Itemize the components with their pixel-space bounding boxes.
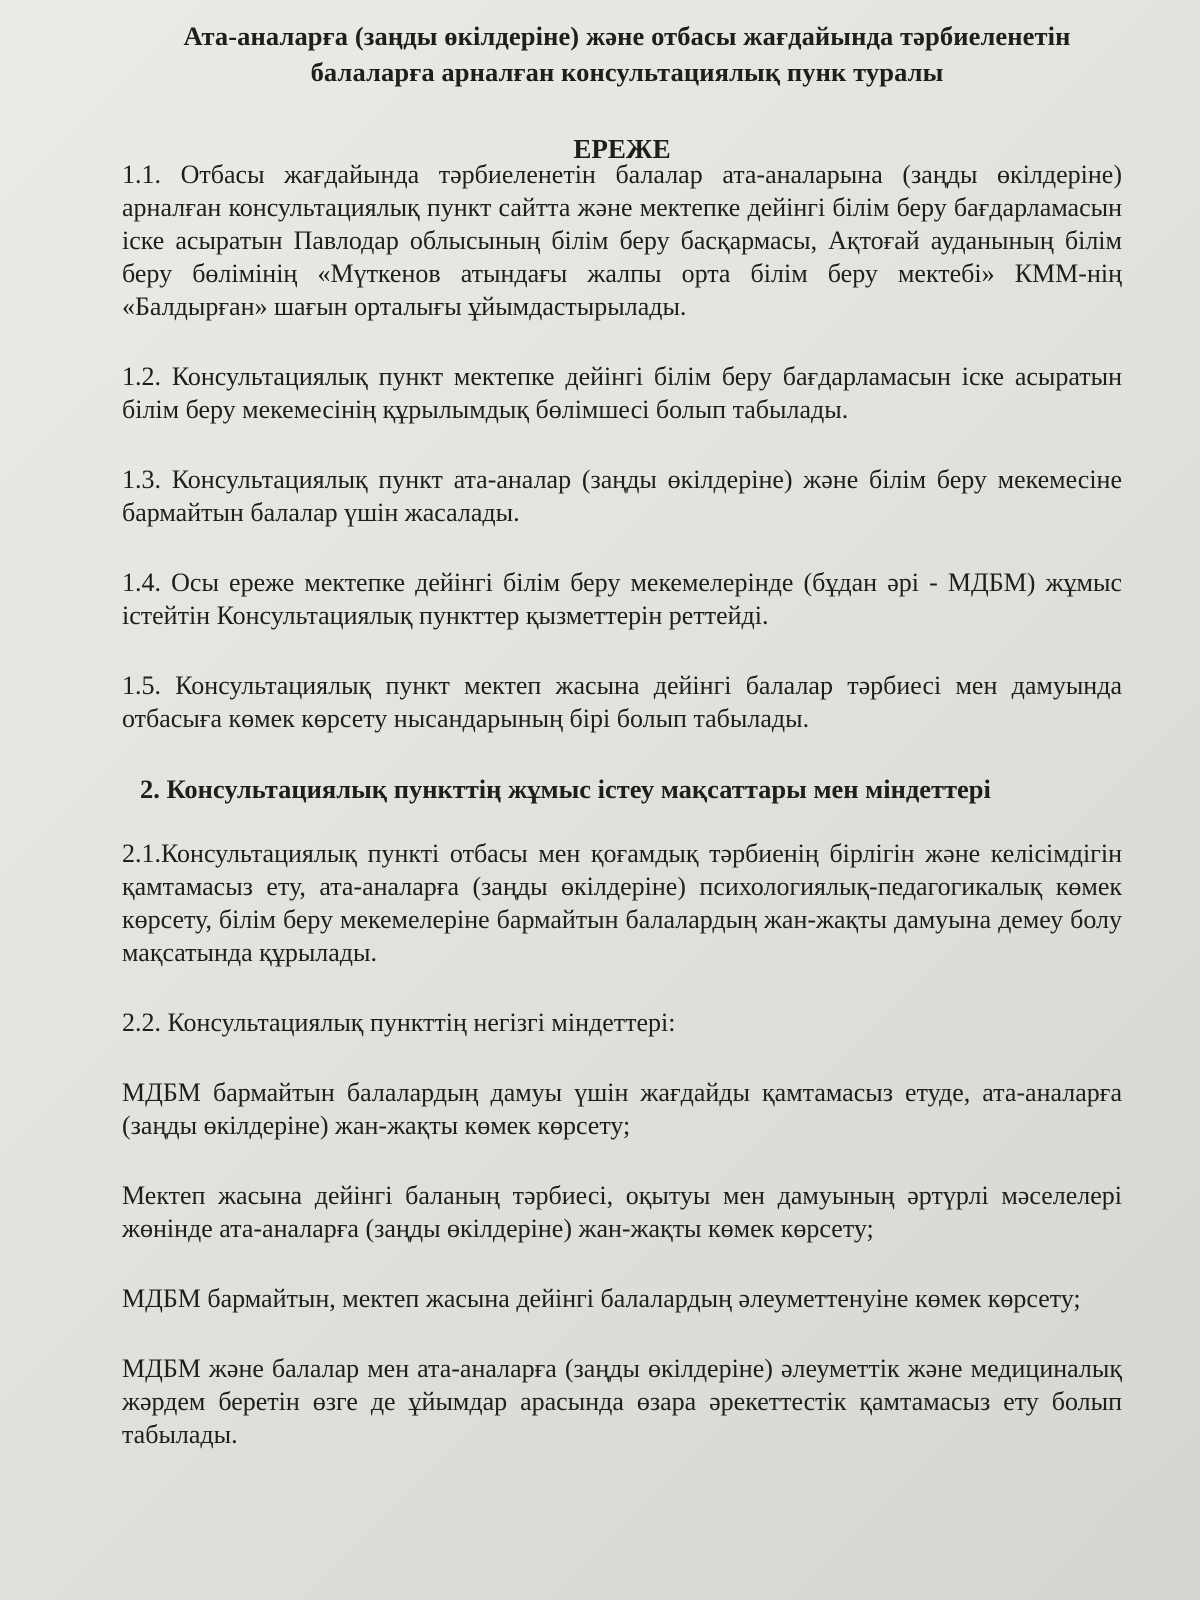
paragraph-2-1: 2.1.Консультациялық пункті отбасы мен қоғамдық тәрбиенің бірлігін және келісімдігін қамтамасыз ету, ата-аналарға (заңды өкілдеріне) психологиялық-педагогикалық көмек көрсету, білім беру мекемелеріне бармайтын балалардың жан-жақты дамуына демеу болу мақсатында құрылады. xyxy=(122,839,1122,967)
paragraph-task-3: МДБМ бармайтын, мектеп жасына дейінгі балалардың әлеуметтенуіне көмек көрсету; xyxy=(122,1284,1081,1313)
paragraph-task-1: МДБМ бармайтын балалардың дамуы үшін жағдайды қамтамасыз етуде, ата-аналарға (заңды өкілдеріне) жан-жақты көмек көрсету; xyxy=(122,1078,1122,1140)
paragraph-1-2: 1.2. Консультациялық пункт мектепке дейінгі білім беру бағдарламасын іске асыратын білім беру мекемесінің құрылымдық бөлімшесі болып табылады. xyxy=(122,362,1122,424)
document-heading: ЕРЕЖЕ xyxy=(573,134,671,164)
section-2-title: 2. Консультациялық пункттің жұмыс істеу мақсаттары мен міндеттері xyxy=(140,774,991,804)
paragraph-1-3: 1.3. Консультациялық пункт ата-аналар (заңды өкілдеріне) және білім беру мекемесіне бармайтын балалар үшін жасалады. xyxy=(122,465,1122,527)
paragraph-1-5: 1.5. Консультациялық пункт мектеп жасына дейінгі балалар тәрбиесі мен дамуында отбасыға көмек көрсету нысандарының бірі болып табылады. xyxy=(122,671,1122,733)
paragraph-1-1: 1.1. Отбасы жағдайында тәрбиеленетін балалар ата-аналарына (заңды өкілдеріне) арналған консультациялық пункт сайтта және мектепке дейінгі білім беру бағдарламасын іске асыратын Павлодар облысының білім беру басқармасы, Ақтоғай ауданының білім беру бөлімінің «Мүткенов атындағы жалпы орта білім беру мектебі» КММ-нің «Балдырған» шағын орталығы ұйымдастырылады. xyxy=(122,160,1122,321)
title-line-2: балаларға арналған консультациялық пунк туралы xyxy=(310,57,944,87)
paragraph-1-4: 1.4. Осы ереже мектепке дейінгі білім беру мекемелерінде (бұдан әрі - МДБМ) жұмыс істейтін Консультациялық пункттер қызметтерін реттейді. xyxy=(122,568,1122,630)
title-line-1: Ата-аналарға (заңды өкілдеріне) және отбасы жағдайында тәрбиеленетін xyxy=(183,21,1071,51)
paragraph-task-2: Мектеп жасына дейінгі баланың тәрбиесі, оқытуы мен дамуының әртүрлі мәселелері жөнінде ата-аналарға (заңды өкілдеріне) жан-жақты көмек көрсету; xyxy=(122,1181,1122,1243)
paragraph-2-2: 2.2. Консультациялық пункттің негізгі міндеттері: xyxy=(122,1008,676,1037)
paragraph-task-4: МДБМ және балалар мен ата-аналарға (заңды өкілдеріне) әлеуметтік және медициналық жәрдем беретін өзге де ұйымдар арасында өзара әрекеттестік қамтамасыз ету болып табылады. xyxy=(122,1354,1122,1449)
document-title xyxy=(132,18,1122,90)
